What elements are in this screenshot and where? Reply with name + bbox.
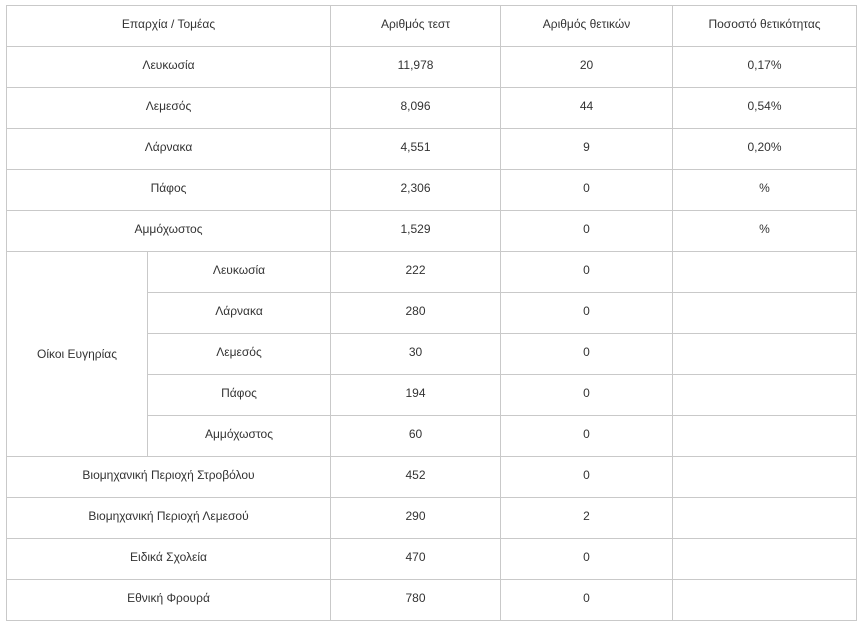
positives-value: 0 <box>501 334 673 375</box>
table-header-row <box>7 6 857 47</box>
positives-value: 2 <box>501 498 673 539</box>
region-name: Λεμεσός <box>148 334 331 375</box>
table-row <box>7 211 857 252</box>
tests-value: 4,551 <box>331 129 501 170</box>
region-name: Λάρνακα <box>7 129 331 170</box>
tests-value: 2,306 <box>331 170 501 211</box>
table-row <box>7 170 857 211</box>
testing-results-table <box>6 5 857 621</box>
tests-value: 30 <box>331 334 501 375</box>
tests-value: 11,978 <box>331 47 501 88</box>
positives-value: 9 <box>501 129 673 170</box>
table-row <box>7 580 857 621</box>
region-name: Αμμόχωστος <box>7 211 331 252</box>
tests-value: 290 <box>331 498 501 539</box>
table-row <box>7 457 857 498</box>
rate-value <box>673 457 857 498</box>
region-name: Εθνική Φρουρά <box>7 580 331 621</box>
tests-value: 8,096 <box>331 88 501 129</box>
positives-value: 0 <box>501 580 673 621</box>
region-name: Βιομηχανική Περιοχή Λεμεσού <box>7 498 331 539</box>
header-rate: Ποσοστό θετικότητας <box>673 6 857 47</box>
rate-value <box>673 334 857 375</box>
rate-value <box>673 293 857 334</box>
tests-value: 452 <box>331 457 501 498</box>
positives-value: 20 <box>501 47 673 88</box>
tests-value: 60 <box>331 416 501 457</box>
positives-value: 0 <box>501 457 673 498</box>
header-region: Επαρχία / Τομέας <box>7 6 331 47</box>
table-row <box>7 47 857 88</box>
table-row <box>7 498 857 539</box>
tests-value: 280 <box>331 293 501 334</box>
tests-value: 194 <box>331 375 501 416</box>
region-name: Λευκωσία <box>7 47 331 88</box>
region-name: Λεμεσός <box>7 88 331 129</box>
positives-value: 0 <box>501 170 673 211</box>
rate-value: 0,54% <box>673 88 857 129</box>
rate-value <box>673 416 857 457</box>
region-name: Πάφος <box>7 170 331 211</box>
positives-value: 0 <box>501 293 673 334</box>
rate-value <box>673 375 857 416</box>
region-name: Λάρνακα <box>148 293 331 334</box>
region-name: Ειδικά Σχολεία <box>7 539 331 580</box>
rate-value <box>673 498 857 539</box>
table-row <box>7 129 857 170</box>
rate-value <box>673 539 857 580</box>
table-row <box>7 539 857 580</box>
table-row <box>7 252 857 293</box>
rate-value: % <box>673 211 857 252</box>
tests-value: 780 <box>331 580 501 621</box>
positives-value: 0 <box>501 375 673 416</box>
rate-value <box>673 580 857 621</box>
tests-value: 1,529 <box>331 211 501 252</box>
header-positives: Αριθμός θετικών <box>501 6 673 47</box>
tests-value: 222 <box>331 252 501 293</box>
table-row <box>7 88 857 129</box>
positives-value: 0 <box>501 252 673 293</box>
region-name: Λευκωσία <box>148 252 331 293</box>
positives-value: 0 <box>501 539 673 580</box>
rate-value <box>673 252 857 293</box>
rate-value: 0,17% <box>673 47 857 88</box>
positives-value: 0 <box>501 211 673 252</box>
header-tests: Αριθμός τεστ <box>331 6 501 47</box>
rate-value: % <box>673 170 857 211</box>
region-name: Αμμόχωστος <box>148 416 331 457</box>
positives-value: 44 <box>501 88 673 129</box>
rate-value: 0,20% <box>673 129 857 170</box>
positives-value: 0 <box>501 416 673 457</box>
tests-value: 470 <box>331 539 501 580</box>
care-homes-group-label: Οίκοι Ευγηρίας <box>7 252 148 457</box>
region-name: Πάφος <box>148 375 331 416</box>
region-name: Βιομηχανική Περιοχή Στροβόλου <box>7 457 331 498</box>
